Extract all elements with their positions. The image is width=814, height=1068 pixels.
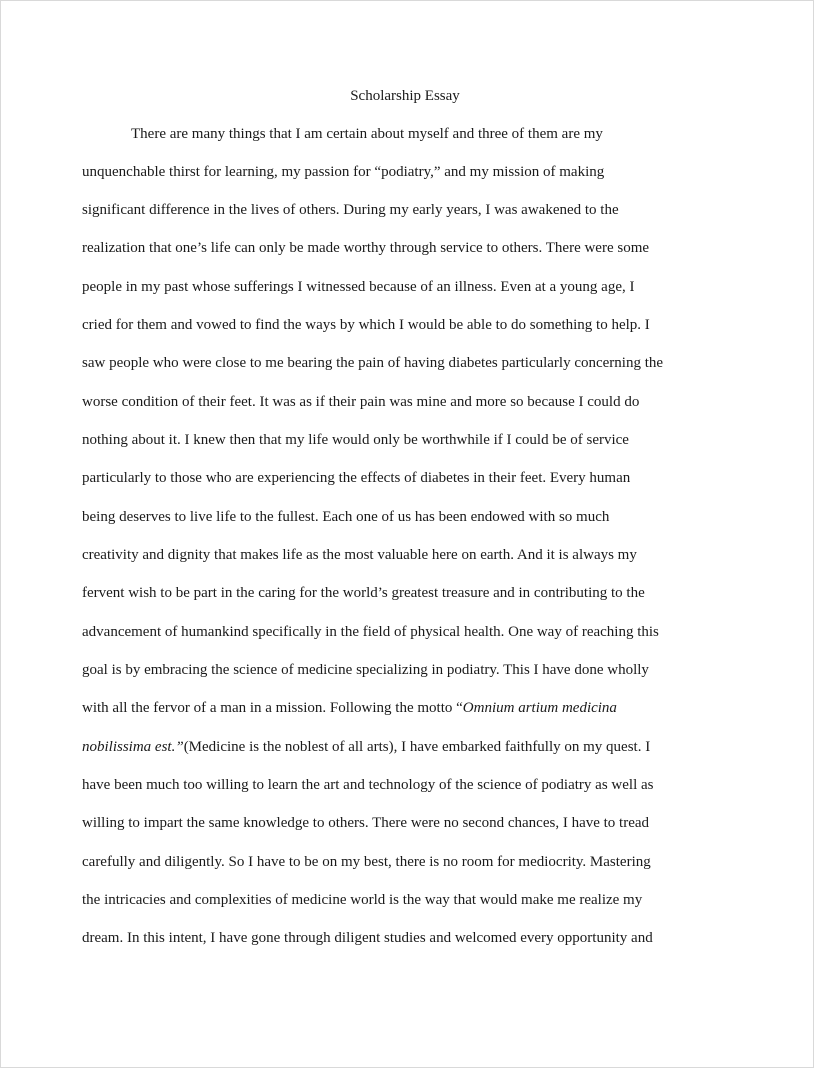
- text-segment: (Medicine is the noblest of all arts), I have embarked faithfully on my quest. I: [183, 739, 651, 755]
- text-line: creativity and dignity that makes life as the most valuable here on earth. And it is always my: [82, 547, 637, 563]
- text-line: have been much too willing to learn the art and technology of the science of podiatry as well as: [82, 777, 654, 793]
- text-line: There are many things that I am certain about myself and three of them are my: [131, 126, 603, 142]
- text-line: particularly to those who are experiencing the effects of diabetes in their feet. Every human: [82, 470, 631, 486]
- text-line: saw people who were close to me bearing the pain of having diabetes particularly concerning the: [82, 355, 664, 371]
- text-line: worse condition of their feet. It was as if their pain was mine and more so because I could do: [82, 394, 640, 410]
- text-line: fervent wish to be part in the caring for the world’s greatest treasure and in contributing to the: [82, 585, 645, 601]
- text-segment: with all the fervor of a man in a mission. Following the motto “: [82, 700, 463, 716]
- latin-motto-part2: nobilissima est.”: [82, 739, 184, 755]
- text-line: goal is by embracing the science of medicine specializing in podiatry. This I have done wholly: [82, 662, 649, 678]
- text-line: being deserves to live life to the fullest. Each one of us has been endowed with so much: [82, 509, 610, 525]
- document-title: Scholarship Essay: [350, 88, 460, 104]
- text-line: [82, 698, 617, 718]
- text-line: carefully and diligently. So I have to be on my best, there is no room for mediocrity. Mastering: [82, 854, 651, 870]
- text-line: advancement of humankind specifically in the field of physical health. One way of reaching this: [82, 624, 659, 640]
- text-line: [82, 737, 650, 757]
- text-line: dream. In this intent, I have gone through diligent studies and welcomed every opportunity and: [82, 930, 653, 946]
- latin-motto-part1: Omnium artium medicina: [462, 700, 617, 716]
- text-line: significant difference in the lives of others. During my early years, I was awakened to the: [82, 202, 619, 218]
- text-line: willing to impart the same knowledge to others. There were no second chances, I have to tread: [82, 815, 650, 831]
- text-line: realization that one’s life can only be made worthy through service to others. There were some: [82, 240, 650, 256]
- text-line: cried for them and vowed to find the ways by which I would be able to do something to help. I: [82, 317, 650, 333]
- text-line: people in my past whose sufferings I witnessed because of an illness. Even at a young age, I: [82, 279, 635, 295]
- text-line: nothing about it. I knew then that my life would only be worthwhile if I could be of service: [82, 432, 629, 448]
- text-line: unquenchable thirst for learning, my passion for “podiatry,” and my mission of making: [82, 164, 605, 180]
- text-line: the intricacies and complexities of medicine world is the way that would make me realize my: [82, 892, 643, 908]
